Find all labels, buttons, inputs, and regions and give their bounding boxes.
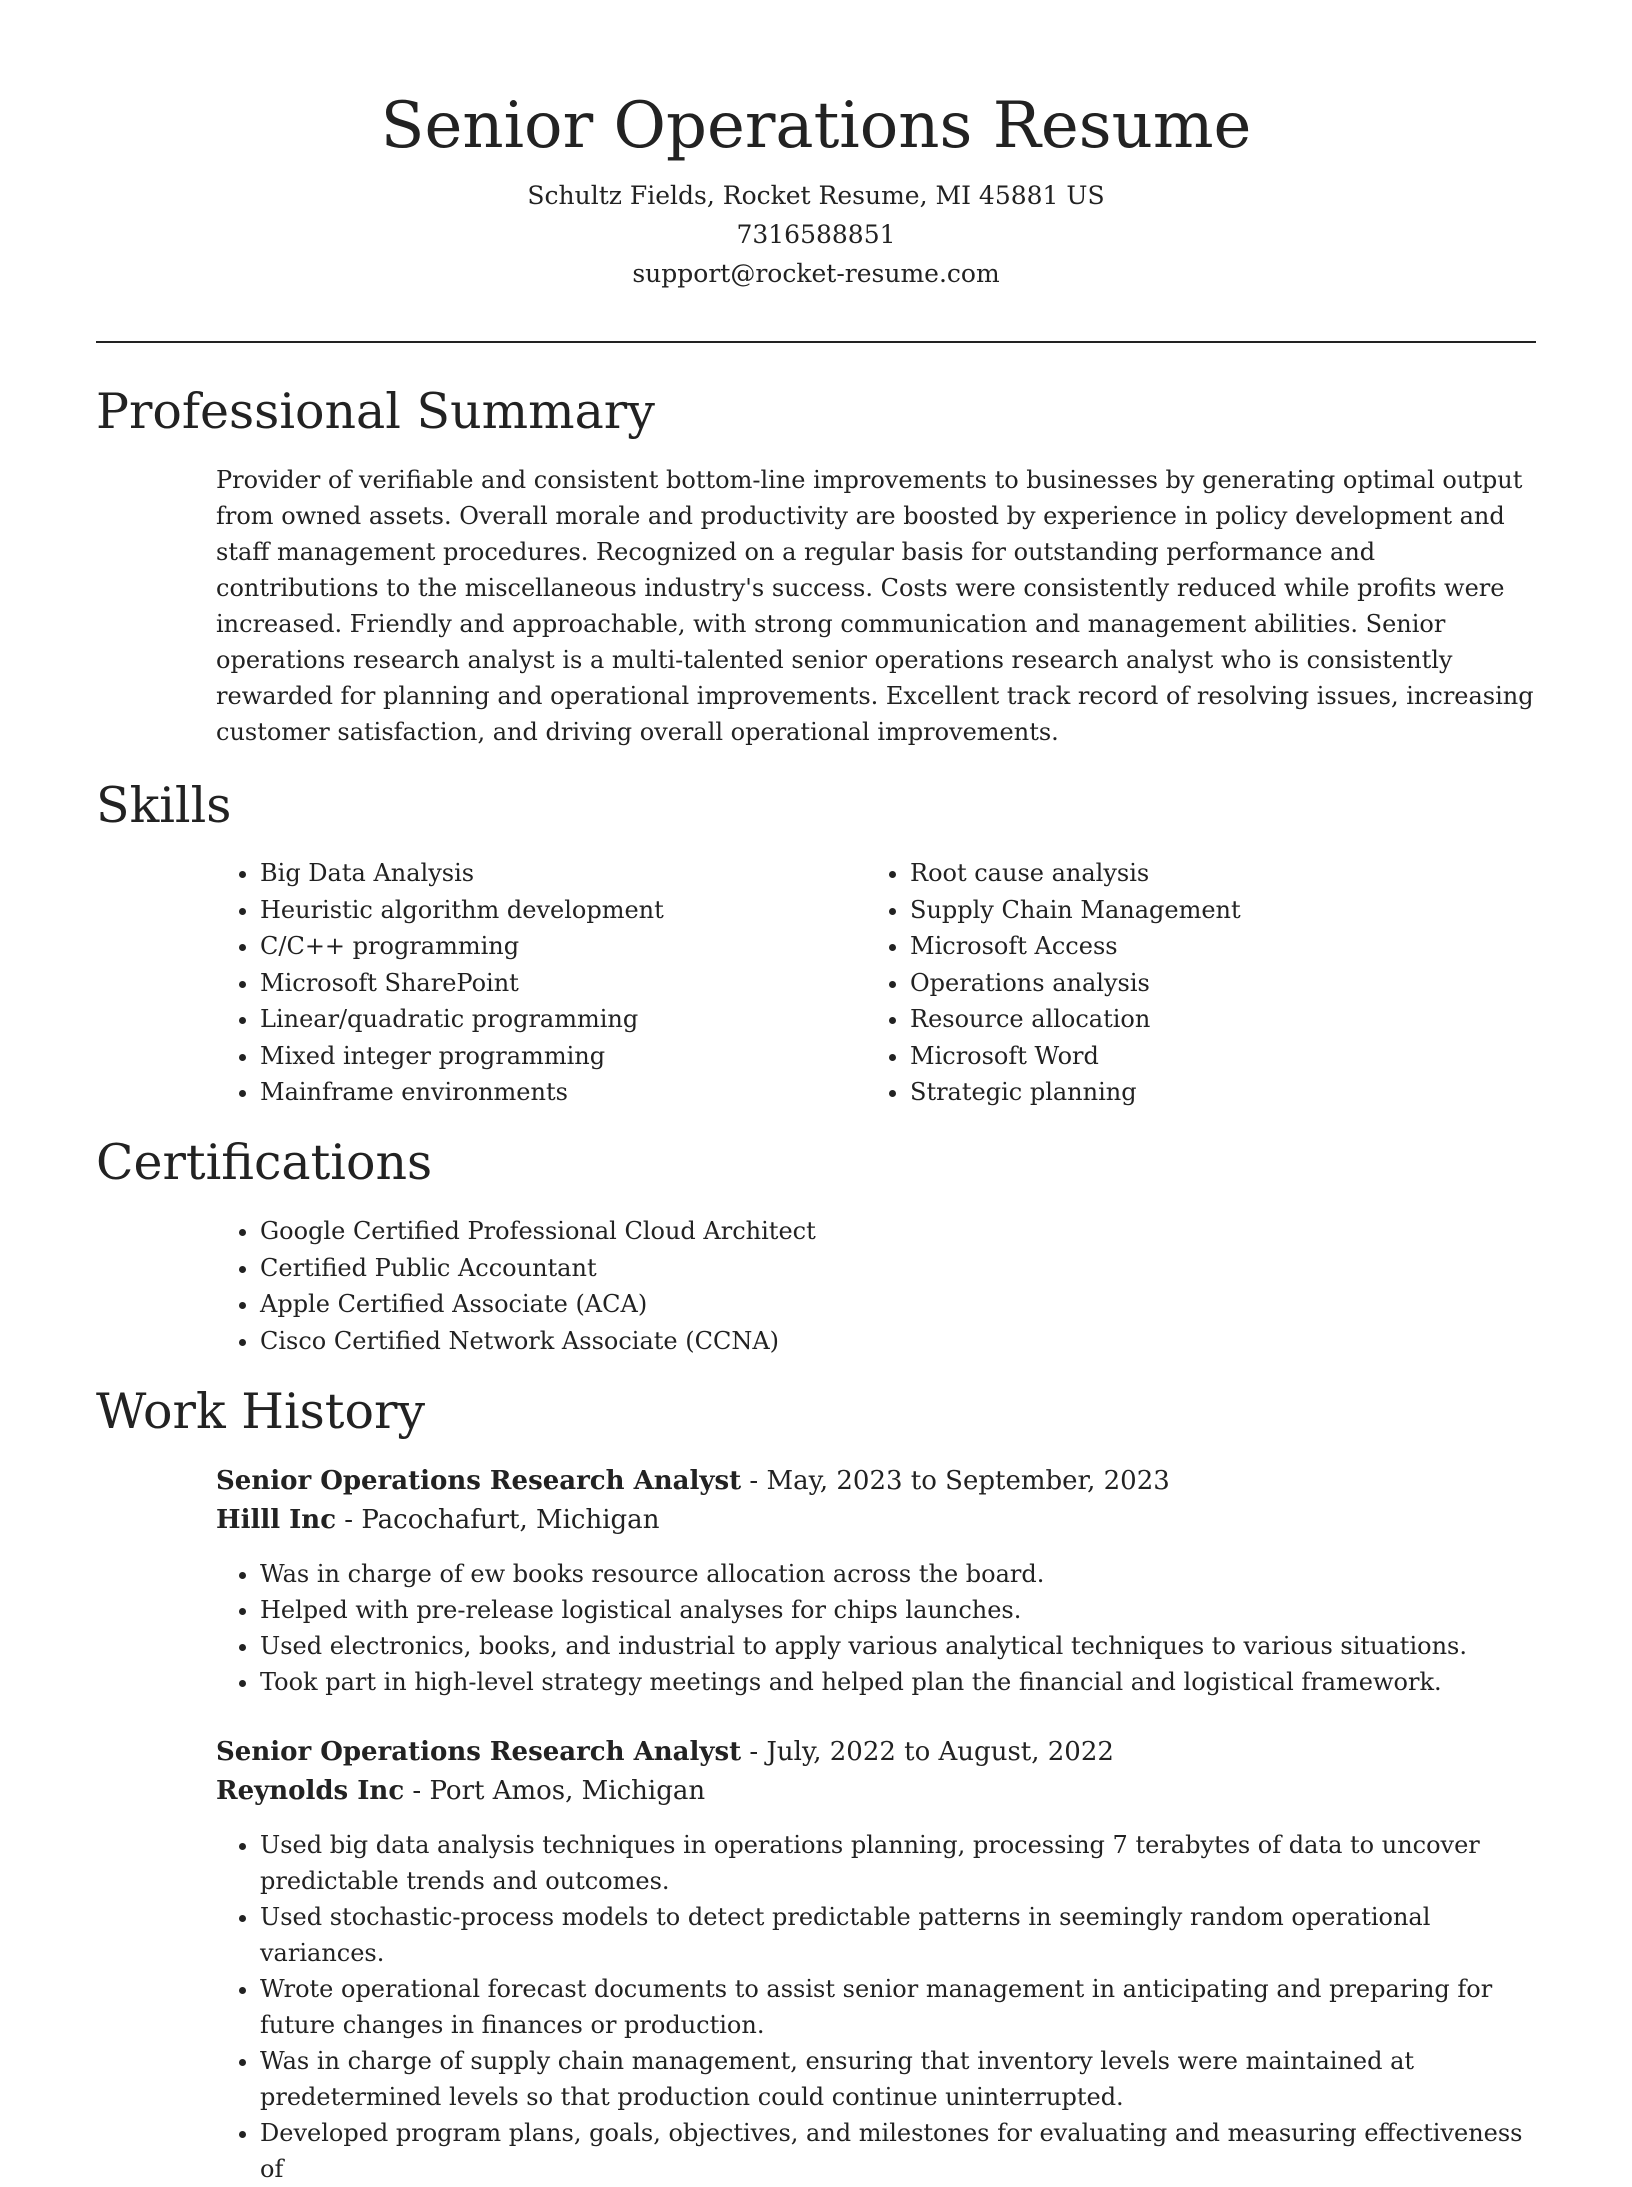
job-company: Reynolds Inc: [216, 1776, 405, 1806]
job-bullet: • Was in charge of ew books resource allocation across the board.: [260, 1556, 1546, 1592]
certification-item: • Cisco Certified Network Associate (CCNA): [260, 1323, 816, 1360]
certifications-heading: Certifications: [96, 1134, 433, 1191]
skill-item: • Strategic planning: [910, 1074, 1560, 1111]
job-bullet: • Helped with pre-release logistical analyses for chips launches.: [260, 1592, 1546, 1628]
job-entry: [216, 1462, 1546, 1700]
summary-heading: Professional Summary: [96, 383, 655, 440]
job-role: Senior Operations Research Analyst: [216, 1737, 742, 1767]
resume-header: [0, 0, 1632, 293]
job-bullet: • Used stochastic-process models to detect predictable patterns in seemingly random operational variances.: [260, 1899, 1546, 1971]
skills-list-right: [866, 855, 1560, 1111]
job-bullets: [216, 1827, 1546, 2187]
job-bullet: • Used electronics, books, and industrial to apply various analytical techniques to various situations.: [260, 1628, 1546, 1664]
job-bullet: • Wrote operational forecast documents to assist senior management in anticipating and preparing for future changes in finances or production.: [260, 1971, 1546, 2043]
resume-title: Senior Operations Resume: [380, 89, 1252, 163]
certification-item: • Apple Certified Associate (ACA): [260, 1286, 816, 1323]
skill-item: • C/C++ programming: [260, 928, 860, 965]
certification-item: • Google Certified Professional Cloud Architect: [260, 1213, 816, 1250]
job-location: Pacochafurt, Michigan: [361, 1505, 660, 1535]
certifications-list: [216, 1213, 816, 1359]
skill-item: • Big Data Analysis: [260, 855, 860, 892]
skill-item: • Resource allocation: [910, 1001, 1560, 1038]
contact-block: [0, 176, 1632, 293]
job-bullet: • Took part in high-level strategy meetings and helped plan the financial and logistical framework.: [260, 1664, 1546, 1700]
skill-item: • Microsoft SharePoint: [260, 965, 860, 1002]
job-separator: -: [404, 1776, 430, 1806]
job-bullet: • Developed program plans, goals, objectives, and milestones for evaluating and measuring effectiveness of: [260, 2115, 1546, 2187]
job-dates: July, 2022 to August, 2022: [766, 1737, 1114, 1767]
job-company-line: [216, 1501, 1546, 1540]
job-role: Senior Operations Research Analyst: [216, 1466, 742, 1496]
job-title-line: [216, 1462, 1546, 1501]
skill-item: • Supply Chain Management: [910, 892, 1560, 929]
job-separator: -: [336, 1505, 362, 1535]
job-separator: -: [741, 1466, 767, 1496]
skill-item: • Microsoft Word: [910, 1038, 1560, 1075]
job-bullet: • Was in charge of supply chain management, ensuring that inventory levels were maintained at predetermined levels so that production could continue uninterrupted.: [260, 2043, 1546, 2115]
job-bullets: [216, 1556, 1546, 1700]
skills-heading: Skills: [96, 777, 232, 834]
job-separator: -: [741, 1737, 767, 1767]
contact-address: Schultz Fields, Rocket Resume, MI 45881 US: [527, 181, 1105, 210]
job-company: Hilll Inc: [216, 1505, 337, 1535]
job-dates: May, 2023 to September, 2023: [766, 1466, 1170, 1496]
job-bullet: • Used big data analysis techniques in operations planning, processing 7 terabytes of data to uncover predictable trends and outcomes.: [260, 1827, 1546, 1899]
job-entry: [216, 1733, 1546, 2187]
skill-item: • Mixed integer programming: [260, 1038, 860, 1075]
summary-text: Provider of verifiable and consistent bottom-line improvements to businesses by generating optimal output from owned assets. Overall morale and productivity are boosted by experience in policy development and staff management procedures. Recognized on a regular basis for outstanding performance and contributions to the miscellaneous industry's success. Costs were consistently reduced while profits were increased. Friendly and approachable, with strong communication and management abilities. Senior operations research analyst is a multi-talented senior operations research analyst who is consistently rewarded for planning and operational improvements. Excellent track record of resolving issues, increasing customer satisfaction, and driving overall operational improvements.: [216, 466, 1534, 746]
header-divider: [96, 341, 1536, 343]
skill-item: • Operations analysis: [910, 965, 1560, 1002]
contact-email: support@rocket-resume.com: [632, 259, 1000, 288]
skill-item: • Mainframe environments: [260, 1074, 860, 1111]
skill-item: • Heuristic algorithm development: [260, 892, 860, 929]
work-history-heading: Work History: [96, 1383, 426, 1440]
skill-item: • Linear/quadratic programming: [260, 1001, 860, 1038]
contact-phone: 7316588851: [736, 220, 896, 249]
skill-item: • Microsoft Access: [910, 928, 1560, 965]
job-location: Port Amos, Michigan: [429, 1776, 706, 1806]
certification-item: • Certified Public Accountant: [260, 1250, 816, 1287]
skills-list-left: [216, 855, 860, 1111]
skill-item: • Root cause analysis: [910, 855, 1560, 892]
job-company-line: [216, 1772, 1546, 1811]
job-title-line: [216, 1733, 1546, 1772]
